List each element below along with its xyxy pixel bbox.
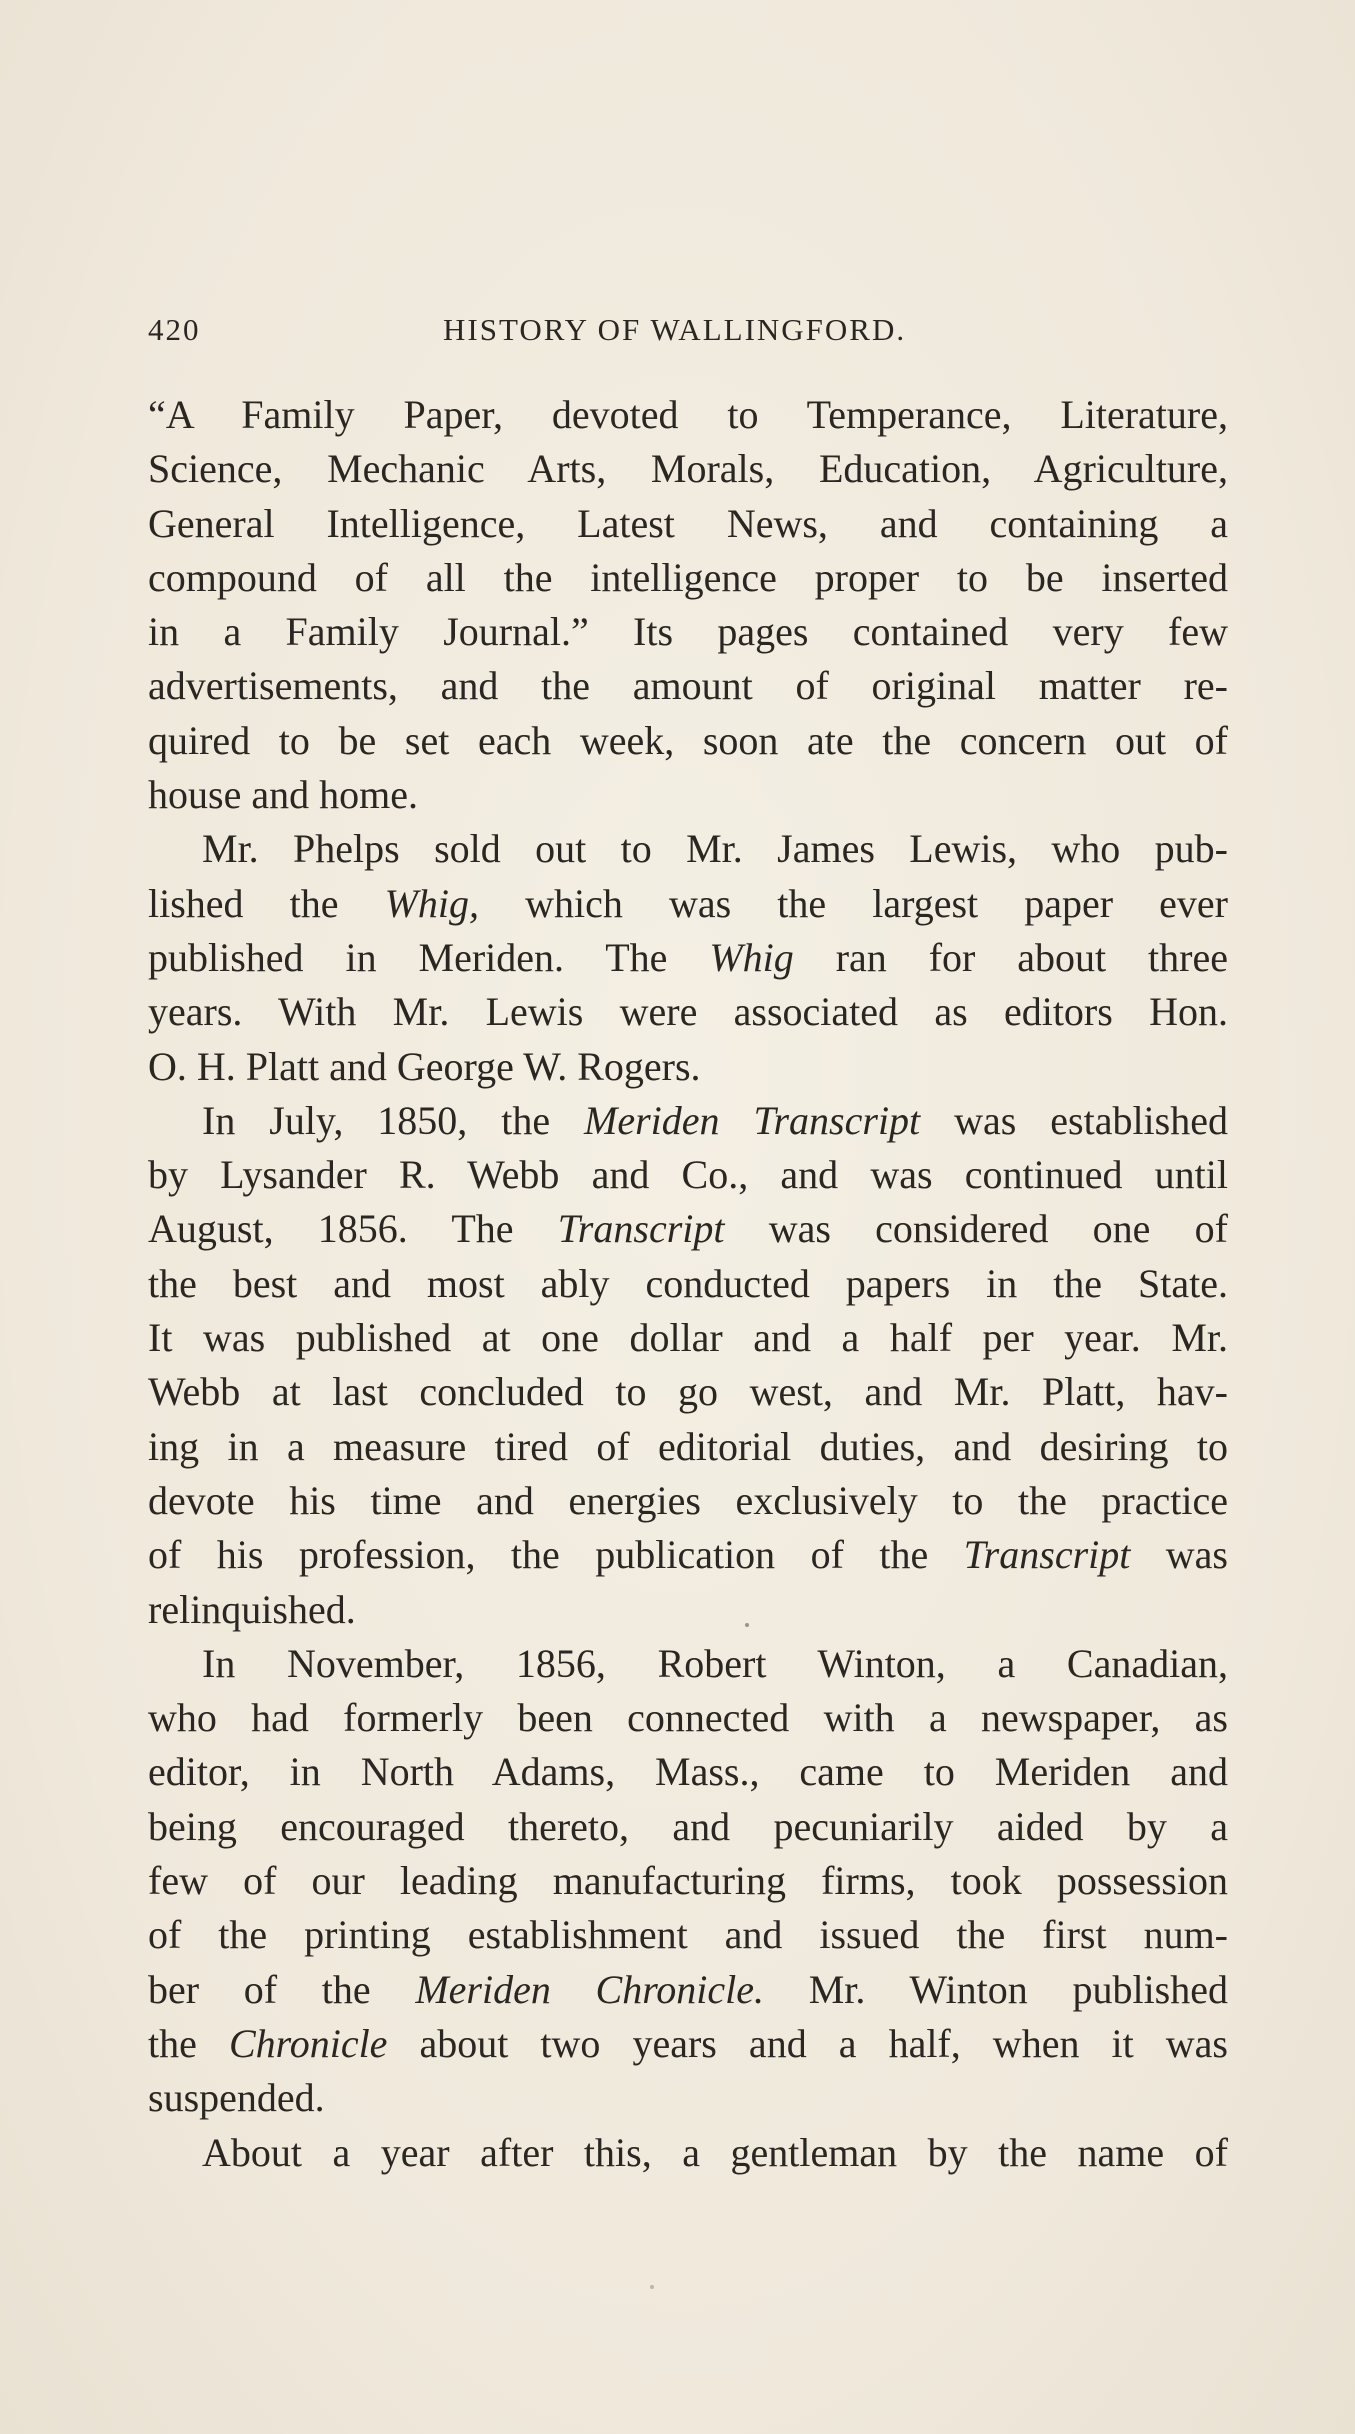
text-line: who had formerly been connected with a newspaper, as: [148, 1695, 1228, 1741]
text-line: few of our leading manufacturing firms, took possession: [148, 1858, 1228, 1904]
text-line: published in Meriden. The Whig ran for about three: [148, 934, 1228, 980]
text-line: editor, in North Adams, Mass., came to Meriden and: [148, 1749, 1228, 1795]
text-line: O. H. Platt and George W. Rogers.: [148, 1043, 701, 1089]
text-line: being encouraged thereto, and pecuniarily aided by a: [148, 1803, 1228, 1849]
text-line: In November, 1856, Robert Winton, a Canadian,: [202, 1640, 1228, 1686]
text-line: compound of all the intelligence proper to be inserted: [148, 554, 1228, 600]
text-line: ber of the Meriden Chronicle. Mr. Winton published: [148, 1966, 1228, 2012]
text-line: in a Family Journal.” Its pages contained very few: [148, 609, 1228, 655]
text-line: of the printing establishment and issued the first num-: [148, 1912, 1228, 1958]
text-line: the Chronicle about two years and a half, when it was: [148, 2020, 1229, 2066]
text-line: Mr. Phelps sold out to Mr. James Lewis, who pub-: [202, 826, 1228, 872]
ink-speck: [650, 2285, 654, 2289]
text-line: lished the Whig, which was the largest paper ever: [148, 880, 1228, 926]
text-line: Webb at last concluded to go west, and Mr. Platt, hav-: [148, 1369, 1228, 1415]
text-line: of his profession, the publication of the Transcript was: [148, 1532, 1228, 1578]
text-line: devote his time and energies exclusively to the practice: [148, 1477, 1228, 1523]
page-header: [148, 312, 1228, 352]
text-line: About a year after this, a gentleman by the name of: [202, 2129, 1228, 2175]
text-line: quired to be set each week, soon ate the concern out of: [148, 717, 1228, 763]
page-number: 420: [148, 312, 201, 347]
text-line: advertisements, and the amount of original matter re-: [148, 663, 1228, 709]
text-line: years. With Mr. Lewis were associated as editors Hon.: [148, 989, 1228, 1035]
text-line: Science, Mechanic Arts, Morals, Education, Agriculture,: [148, 446, 1228, 492]
text-line: by Lysander R. Webb and Co., and was continued until: [148, 1152, 1228, 1198]
text-line: suspended.: [148, 2075, 325, 2121]
ink-speck: [745, 1623, 749, 1627]
running-title: HISTORY OF WALLINGFORD.: [443, 312, 907, 347]
text-line: It was published at one dollar and a half per year. Mr.: [148, 1315, 1228, 1361]
text-line: In July, 1850, the Meriden Transcript was established: [202, 1097, 1228, 1143]
text-line: “A Family Paper, devoted to Temperance, Literature,: [148, 392, 1228, 437]
text-line: ing in a measure tired of editorial duties, and desiring to: [148, 1423, 1228, 1469]
body-text: [148, 388, 1228, 2180]
text-line: the best and most ably conducted papers in the State.: [148, 1260, 1228, 1306]
text-line: relinquished.: [148, 1586, 356, 1632]
text-line: house and home.: [148, 772, 418, 818]
text-line: General Intelligence, Latest News, and containing a: [148, 500, 1228, 546]
text-line: August, 1856. The Transcript was considered one of: [148, 1206, 1229, 1252]
